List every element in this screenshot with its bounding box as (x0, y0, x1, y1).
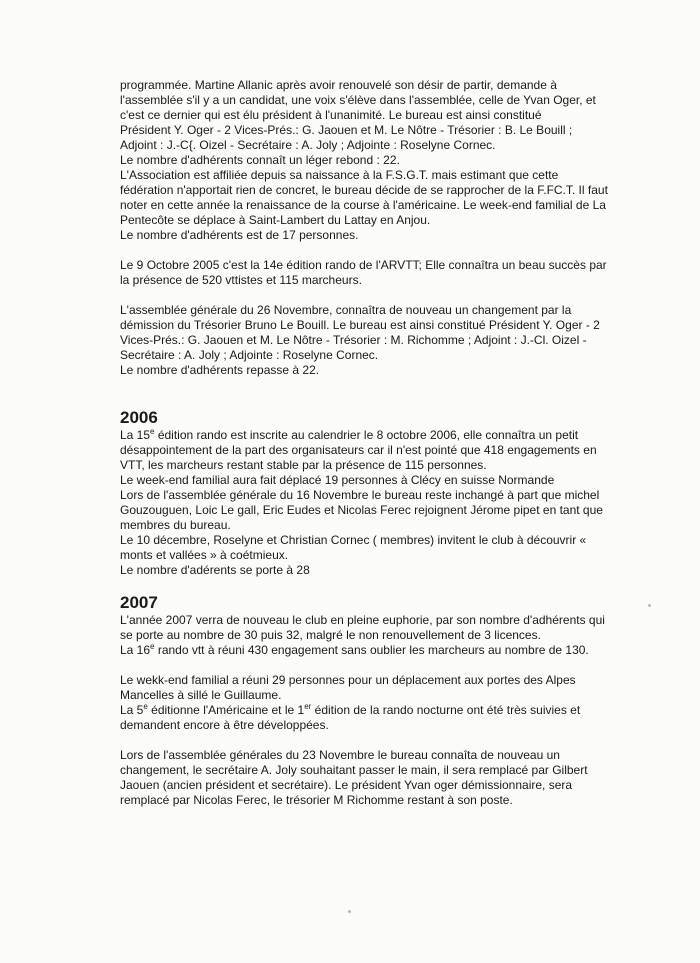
paragraph-2006-weekend: Le week-end familial aura fait déplacé 19 personnes à Clécy en suisse Normande (120, 473, 555, 487)
paragraph-rando-2005: Le 9 Octobre 2005 c'est la 14e édition rando de l'ARVTT; Elle connaîtra un beau succès par la présence de 520 vttistes et 115 marcheurs. (120, 258, 607, 287)
paragraph-adherents-17: Le nombre d'adhérents est de 17 personnes. (120, 228, 359, 242)
paragraph-affiliation: L'Association est affiliée depuis sa naissance à la F.S.G.T. mais estimant que cette fédération n'apportait rien de concret, le bureau décide de se rapprocher de la F.FC.T. Il faut noter en cette année la renaissance de la course à l'américaine. Le week-end familial de La Pentecôte se déplace à Saint-Lambert du Lattay en Anjou. (120, 168, 608, 227)
paragraph-2006-rando: La 15e édition rando est inscrite au calendrier le 8 octobre 2006, elle connaîtra un petit désappointement de la part des organisateurs car il n'est pointé que 418 engagements en VTT, les marcheurs restant stable par la présence de 115 personnes. (120, 427, 597, 472)
paragraph-adherents-22: Le nombre d'adhérents connaît un léger rebond : 22. (120, 153, 400, 167)
paragraph-2006-adherents: Le nombre d'adérents se porte à 28 (120, 563, 310, 577)
scan-speck (648, 604, 651, 607)
paragraph-2007-ag: Lors de l'assemblée générales du 23 Novembre le bureau connaîta de nouveau un changement, le secrétaire A. Joly souhaitant passer le main, il sera remplacé par Gilbert Jaouen (ancien président et secrétaire). Le président Yvan oger démissionnaire, sera remplacé par Nicolas Ferec, le trésorier M Richomme restant à son poste. (120, 748, 588, 807)
paragraph-2007-weekend: Le wekk-end familial a réuni 29 personnes pour un déplacement aux portes des Alpes Mancelles à sillé le Guillaume. (120, 673, 576, 702)
heading-2007: 2007 (120, 593, 158, 612)
paragraph-bureau-2004: Président Y. Oger - 2 Vices-Prés.: G. Jaouen et M. Le Nôtre - Trésorier : B. Le Bouill ; Adjoint : J.-C{. Oizel - Secrétaire : A. Joly ; Adjointe : Roselyne Cornec. (120, 123, 573, 152)
paragraph-2006-ag: Lors de l'assemblée générale du 16 Novembre le bureau reste inchangé à part que michel Gouzouguen, Loic Le gall, Eric Eudes et Nicolas Ferec rejoignent Jérome pipet en tant que membres du bureau. (120, 488, 603, 532)
paragraph-2006-invite: Le 10 décembre, Roselyne et Christian Cornec ( membres) invitent le club à découvrir « monts et vallées » à coétmieux. (120, 533, 587, 562)
document-body (120, 78, 610, 808)
paragraph-election: programmée. Martine Allanic après avoir renouvelé son désir de partir, demande à l'assemblée s'il y a un candidat, une voix s'élève dans l'assemblée, celle de Yvan Oger, et c'est ce dernier qui est élu président à l'unanimité. Le bureau est ainsi constitué (120, 78, 596, 122)
heading-2006: 2006 (120, 408, 158, 427)
paragraph-2007-rando: La 16e rando vtt à réuni 430 engagement sans oublier les marcheurs au nombre de 130. (120, 642, 589, 657)
paragraph-2007-americaine: La 5e éditionne l'Américaine et le 1er édition de la rando nocturne ont été très suivies et demandent encore à être développées. (120, 702, 581, 732)
paragraph-adherents-repasse: Le nombre d'adhérents repasse à 22. (120, 363, 320, 377)
paragraph-ag-november: L'assemblée générale du 26 Novembre, connaîtra de nouveau un changement par la démission du Trésorier Bruno Le Bouill. Le bureau est ainsi constitué Président Y. Oger - 2 Vices-Prés.: G. Jaouen et M. Le Nôtre - Trésorier : M. Richomme ; Adjoint : J.-Cl. Oizel - Secrétaire : A. Joly ; Adjointe : Roselyne Cornec. (120, 303, 600, 362)
scan-speck (348, 910, 351, 913)
paragraph-2007-euphorie: L'année 2007 verra de nouveau le club en pleine euphorie, par son nombre d'adhérents qui se porte au nombre de 30 puis 32, malgré le non renouvellement de 3 licences. (120, 613, 605, 642)
